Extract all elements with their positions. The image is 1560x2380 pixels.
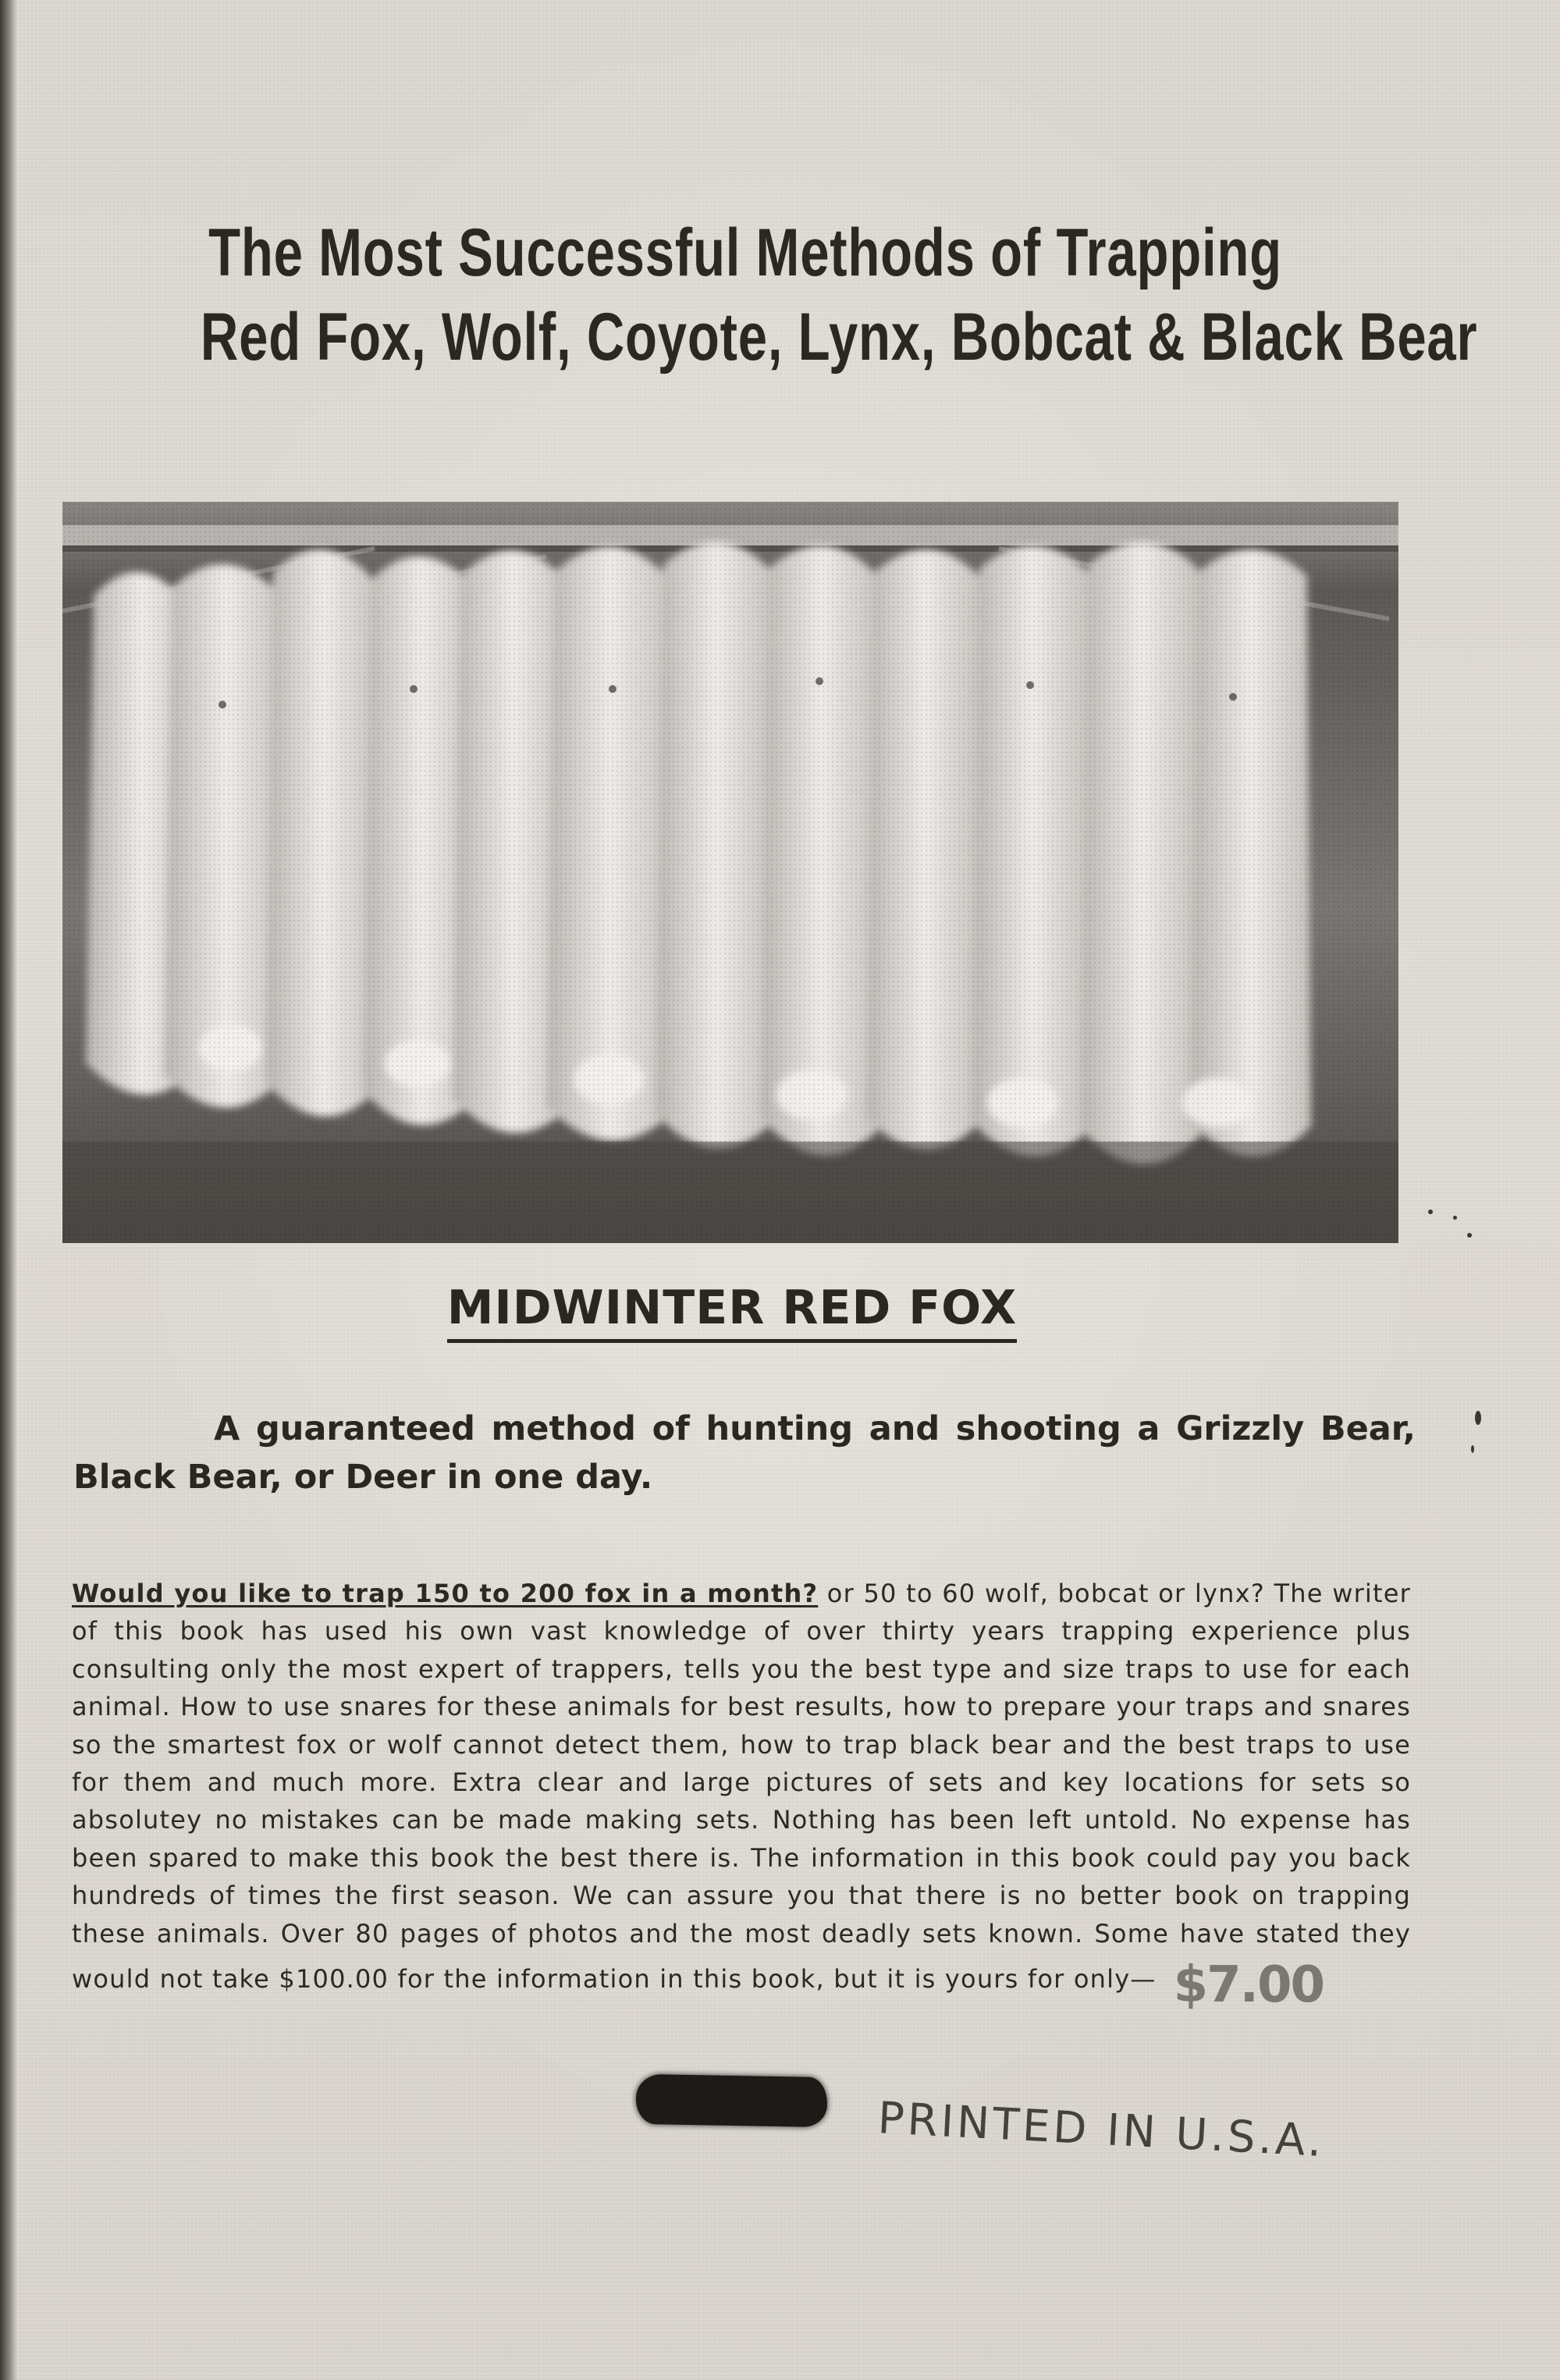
lead-paragraph: A guaranteed method of hunting and shooting a Grizzly Bear, Black Bear, or Deer in one day. <box>73 1409 1416 1497</box>
cover-title <box>200 211 1478 379</box>
ink-speck <box>1471 1445 1474 1453</box>
description-text: or 50 to 60 wolf, bobcat or lynx? The writer of this book has used his own vast knowledge of over thirty years trapping experience plus consulting only the most expert of trappers, tells you the best type and size traps to use for each animal. How to use snares for these animals for best results, how to prepare your traps and snares so the smartest fox or wolf cannot detect them, how to trap black bear and the best traps to use for them and much more. Extra clear and large pictures of sets and key locations for sets so absolutey no mistakes can be made making sets. Nothing has been left untold. No expense has been spared to make this book the best there is. The information in this book could pay you back hundreds of times the first season. We can assure you that there is no better book on trapping these animals. Over 80 pages of photos and the most deadly sets known. Some have stated they would not take $100.00 for the information in this book, but it is yours for only— <box>72 1579 1412 1995</box>
photo-caption <box>0 1280 1464 1343</box>
fox-pelts-photo <box>62 502 1398 1243</box>
printed-in-usa-stamp: PRINTED IN U.S.A. <box>876 2093 1327 2167</box>
price-label: $7.00 <box>1173 1956 1324 2015</box>
ink-blot-redaction <box>635 2074 827 2127</box>
title-line-2: Red Fox, Wolf, Coyote, Lynx, Bobcat & Black Bear <box>200 300 1478 375</box>
ink-speck <box>1467 1233 1472 1238</box>
ink-speck <box>1453 1216 1457 1220</box>
ink-speck <box>1428 1210 1433 1214</box>
headline-question: Would you like to trap 150 to 200 fox in a month? <box>72 1579 819 1608</box>
ink-speck <box>1475 1411 1481 1425</box>
fox-pelts-illustration <box>62 502 1398 1243</box>
title-line-1: The Most Successful Methods of Trapping <box>208 215 1282 290</box>
description-paragraph <box>72 1575 1412 2015</box>
page-edge-shadow <box>0 0 17 2380</box>
caption-text: MIDWINTER RED FOX <box>447 1280 1018 1343</box>
